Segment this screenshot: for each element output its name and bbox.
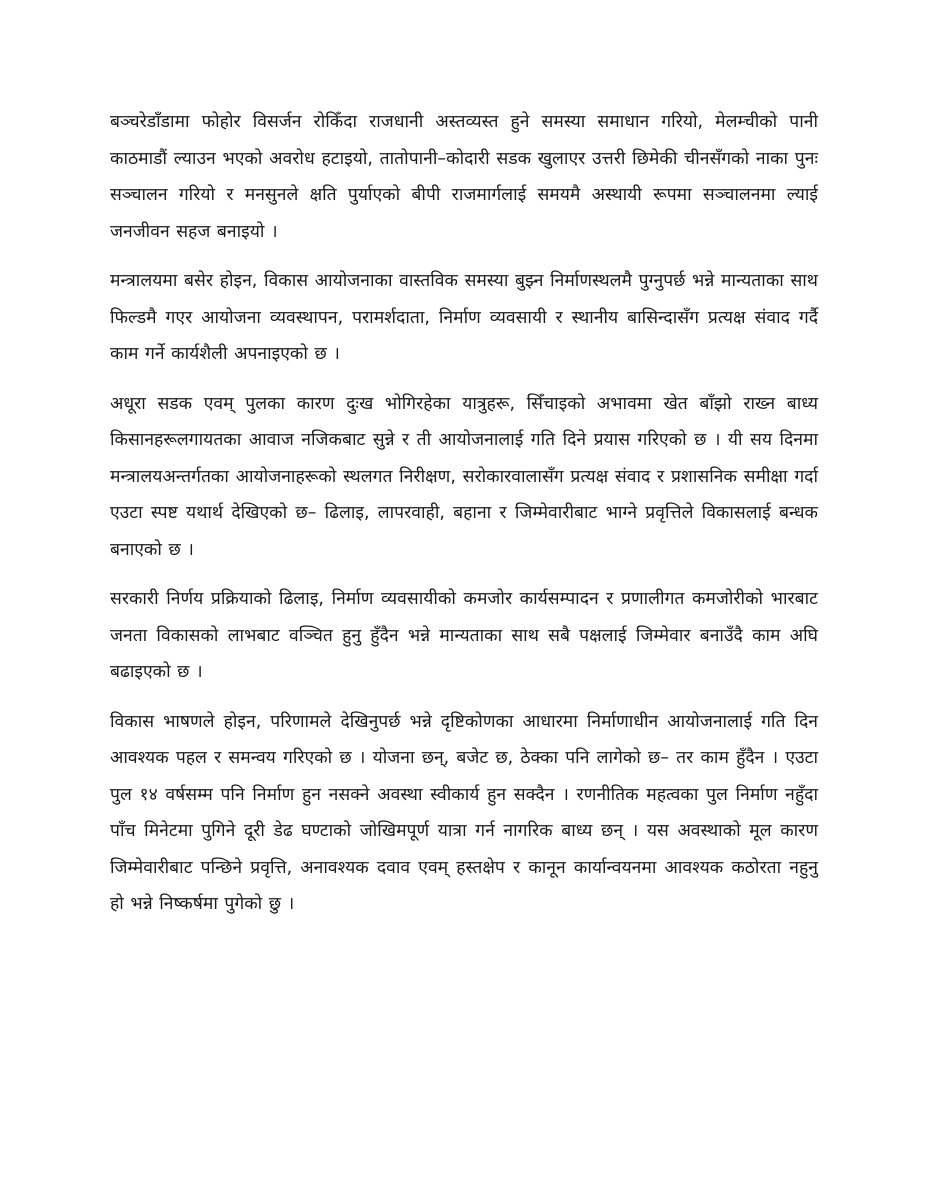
paragraph-2: मन्त्रालयमा बसेर होइन, विकास आयोजनाका वास्तविक समस्या बुझ्न निर्माणस्थलमै पुग्नुपर्छ भन्ने मान्यताका साथ फिल्डमै गएर आयोजना व्यवस्थापन, परामर्शदाता, निर्माण व्यवसायी र स्थानीय बासिन्दासँग प्रत्यक्ष संवाद गर्दै काम गर्ने कार्यशैली अपनाइएको छ । [110,271,818,364]
paragraph-5: विकास भाषणले होइन, परिणामले देखिनुपर्छ भन्ने दृष्टिकोणका आधारमा निर्माणाधीन आयोजनालाई गति दिन आवश्यक पहल र समन्वय गरिएको छ । योजना छन्, बजेट छ, ठेक्का पनि लागेको छ– तर काम हुँदैन । एउटा पुल १४ वर्षसम्म पनि निर्माण हुन नसक्ने अवस्था स्वीकार्य हुन सक्दैन । रणनीतिक महत्वका पुल निर्माण नहुँदा पाँच मिनेटमा पुगिने दूरी डेढ घण्टाको जोखिमपूर्ण यात्रा गर्न नागरिक बाध्य छन् । यस अवस्थाको मूल कारण जिम्मेवारीबाट पन्छिने प्रवृत्ति, अनावश्यक दवाव एवम् हस्तक्षेप र कानून कार्यान्वयनमा आवश्यक कठोरता नहुनु हो भन्ने निष्कर्षमा पुगेको छु । [110,711,818,914]
paragraph-4: सरकारी निर्णय प्रक्रियाको ढिलाइ, निर्माण व्यवसायीको कमजोर कार्यसम्पादन र प्रणालीगत कमजोरीको भारबाट जनता विकासको लाभबाट वञ्चित हुनु हुँदैन भन्ने मान्यताका साथ सबै पक्षलाई जिम्मेवार बनाउँदै काम अघि बढाइएको छ । [110,589,818,682]
paragraph-1: बञ्चरेडाँडामा फोहोर विसर्जन रोकिँदा राजधानी अस्तव्यस्त हुने समस्या समाधान गरियो, मेलम्चीको पानी काठमाडौं ल्याउन भएको अवरोध हटाइयो, तातोपानी–कोदारी सडक खुलाएर उत्तरी छिमेकी चीनसँगको नाका पुनः सञ्चालन गरियो र मनसुनले क्षति पुर्याएको बीपी राजमार्गलाई समयमै अस्थायी रूपमा सञ्चालनमा ल्याई जनजीवन सहज बनाइयो । [110,112,818,242]
document-page [110,104,818,936]
paragraph-3: अधूरा सडक एवम् पुलका कारण दुःख भोगिरहेका यात्रुहरू, सिँचाइको अभावमा खेत बाँझो राख्न बाध्य किसानहरूलगायतका आवाज नजिकबाट सुन्ने र ती आयोजनालाई गति दिने प्रयास गरिएको छ । यी सय दिनमा मन्त्रालयअन्तर्गतका आयोजनाहरूको स्थलगत निरीक्षण, सरोकारवालासँग प्रत्यक्ष संवाद र प्रशासनिक समीक्षा गर्दा एउटा स्पष्ट यथार्थ देखिएको छ– ढिलाइ, लापरवाही, बहाना र जिम्मेवारीबाट भाग्ने प्रवृत्तिले विकासलाई बन्धक बनाएको छ । [110,393,818,560]
